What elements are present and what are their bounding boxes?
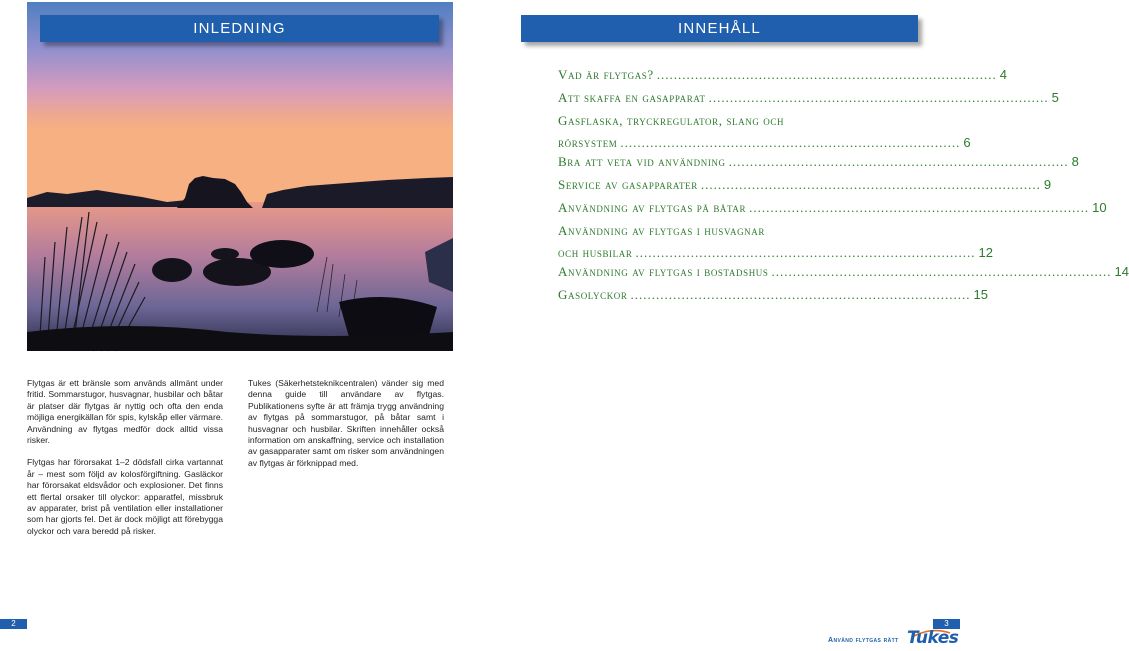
toc-title: Bra att veta vid användning xyxy=(558,154,726,169)
page-number-left: 2 xyxy=(11,619,16,628)
toc-entry-att-skaffa[interactable] xyxy=(558,87,1059,109)
lake-sunset-photo xyxy=(27,2,453,351)
footer-tagline: Använd flytgas rätt xyxy=(828,637,899,644)
toc-title: Vad är flytgas? xyxy=(558,67,654,82)
toc-entry-service[interactable] xyxy=(558,174,1052,196)
toc-entry-batar[interactable] xyxy=(558,197,1107,219)
toc-leader: ................................................................................ xyxy=(630,287,971,302)
publication-paragraph: Tukes (Säkerhetsteknikcentralen) vänder sig med denna guide till användare av flytgas. Publikationens syfte är att främja trygg användning av flytgas på sommarstugor, på båtar samt i husvagnar och husbilar. Skriften innehåller också information om anskaffning, service och installation av gasapparater samt om risker som användningen av flytgas är förknippad med. xyxy=(248,378,444,468)
toc-leader: ................................................................................ xyxy=(700,177,1041,192)
intro-paragraph-1: Flytgas är ett bränsle som används allmänt under fritid. Sommarstugor, husvagnar, husbilar och båtar är platser där flytgas är nyttig och ofta den enda möjliga energikällan för spis, kylskåp eller värmare. Användning av flytgas medför dock alltid vissa risker. xyxy=(27,378,223,446)
page-number-right: 3 xyxy=(944,619,949,628)
toc-page-number: 10 xyxy=(1092,200,1107,215)
toc-entry-bostadshus[interactable] xyxy=(558,261,1129,283)
toc-entry-gasflaska[interactable] xyxy=(558,110,971,154)
toc-title: Gasolyckor xyxy=(558,287,628,302)
toc-page-number: 12 xyxy=(978,245,993,260)
toc-page-number: 8 xyxy=(1071,154,1079,169)
toc-title-line1: Gasflaska, tryckregulator, slang och xyxy=(558,113,785,128)
toc-page-number: 5 xyxy=(1051,90,1059,105)
heading-text: INNEHÅLL xyxy=(678,20,761,37)
toc-title: Användning av flytgas på båtar xyxy=(558,200,747,215)
section-heading-inledning xyxy=(40,15,439,42)
toc-page-number: 4 xyxy=(999,67,1007,82)
toc-page-number: 9 xyxy=(1043,177,1052,192)
toc-page-number: 15 xyxy=(973,287,988,302)
toc-leader: ................................................................................ xyxy=(771,264,1112,279)
toc-leader: ................................................................................ xyxy=(635,245,976,260)
toc-leader: ................................................................................ xyxy=(620,135,961,150)
toc-title: Att skaffa en gasapparat xyxy=(558,90,706,105)
toc-entry-gasolyckor[interactable] xyxy=(558,284,988,306)
toc-leader: ................................................................................ xyxy=(656,67,997,82)
toc-leader: ................................................................................ xyxy=(728,154,1069,169)
intro-paragraph-2: Flytgas har förorsakat 1–2 dödsfall cirka vartannat år – mest som följd av kolosförgiftning. Gasläckor har förorsakat eldsvådor och explosioner. Det finns ett flertal orsaker till olyckor: apparatfel, missbruk av apparater, brist på ventilation eller installationer som har gjorts fel. Det är dock möjligt att förebygga olyckor och vara beredd på risker. xyxy=(27,457,223,536)
toc-page-number: 14 xyxy=(1114,264,1129,279)
publication-text-column xyxy=(248,378,444,469)
toc-leader: ................................................................................ xyxy=(749,200,1090,215)
toc-title-line1: Användning av flytgas i husvagnar xyxy=(558,223,765,238)
toc-entry-bra-att-veta[interactable] xyxy=(558,151,1079,173)
intro-text-column xyxy=(27,378,223,537)
heading-text: INLEDNING xyxy=(193,20,286,37)
toc-leader: ................................................................................ xyxy=(708,90,1049,105)
section-heading-innehall xyxy=(521,15,918,42)
toc-page-number: 6 xyxy=(963,135,971,150)
toc-title: Service av gasapparater xyxy=(558,177,698,192)
tukes-logo: Tukes xyxy=(907,628,959,648)
toc-entry-vad-ar-flytgas[interactable] xyxy=(558,64,1007,86)
toc-title: och husbilar xyxy=(558,245,633,260)
toc-entry-husvagnar[interactable] xyxy=(558,220,993,264)
toc-title: rörsystem xyxy=(558,135,618,150)
toc-title: Användning av flytgas i bostadshus xyxy=(558,264,769,279)
